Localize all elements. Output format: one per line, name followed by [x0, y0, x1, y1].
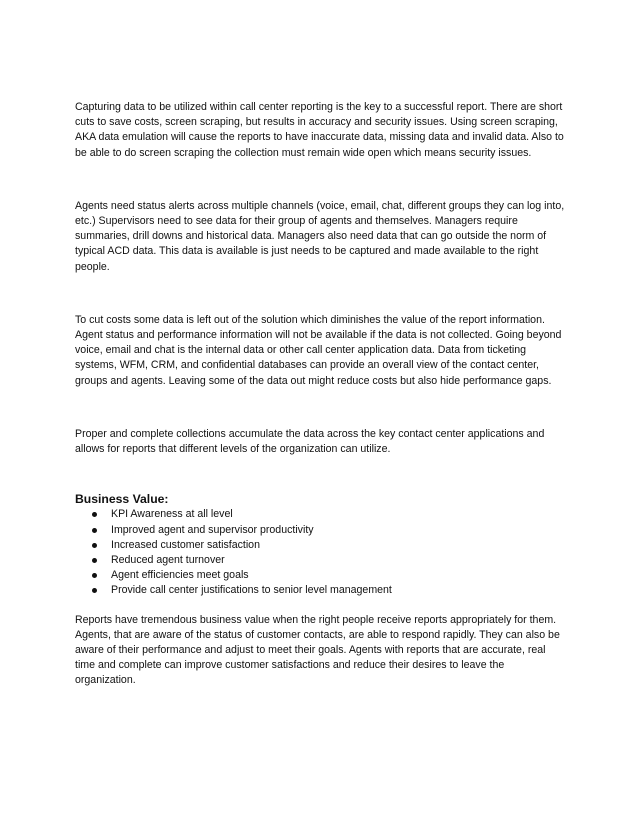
bullet-icon [92, 543, 97, 548]
list-item-text: KPI Awareness at all level [111, 508, 233, 521]
bullet-icon [92, 528, 97, 533]
paragraph-closing: Reports have tremendous business value when the right people receive reports appropriately for them. Agents, that are aware of the status of customer contacts, are able to respond rapidly. They can also be aware of their performance and adjust to meet their goals. Agents with reports that are accurate, real time and complete can improve customer satisfactions and reduce their desires to leave the organization. [75, 613, 560, 687]
spacer [75, 275, 565, 313]
paragraph-cost-cutting: To cut costs some data is left out of the solution which diminishes the value of the report information. Agent status and performance information will not be available if the data is not collected. Going beyond voice, email and chat is the internal data or other call center application data. Data from ticketing systems, WFM, CRM, and confidential databases can provide an overall view of the contact center, groups and agents. Leaving some of the data out might reduce costs but also hide performance gaps. [75, 313, 562, 387]
business-value-heading: Business Value: [75, 492, 169, 507]
list-item [75, 538, 565, 553]
paragraph-complete-collections: Proper and complete collections accumulate the data across the key contact center applications and allows for reports that different levels of the organization can utilize. [75, 427, 545, 456]
spacer [75, 389, 565, 427]
spacer [75, 457, 565, 492]
bullet-icon [92, 512, 97, 517]
list-item-text: Improved agent and supervisor productivity [111, 523, 314, 536]
list-item [75, 583, 565, 598]
list-item-text: Provide call center justifications to senior level management [111, 584, 392, 597]
document-body [75, 100, 565, 689]
bullet-icon [92, 588, 97, 593]
spacer [75, 161, 565, 199]
bullet-icon [92, 573, 97, 578]
list-item [75, 507, 565, 522]
list-item-text: Reduced agent turnover [111, 554, 225, 567]
list-item-text: Increased customer satisfaction [111, 538, 260, 551]
bullet-icon [92, 558, 97, 563]
list-item [75, 553, 565, 568]
spacer [75, 599, 565, 613]
list-item [75, 523, 565, 538]
paragraph-data-capture: Capturing data to be utilized within call center reporting is the key to a successful report. There are short cuts to save costs, screen scraping, but results in accuracy and security issues. Using screen scraping, AKA data emulation will cause the reports to have inaccurate data, missing data and invalid data. Also to be able to do screen scraping the collection must remain wide open which means security issues. [75, 101, 564, 159]
list-item-text: Agent efficiencies meet goals [111, 569, 249, 582]
list-item [75, 568, 565, 583]
business-value-list [75, 507, 565, 598]
paragraph-status-alerts: Agents need status alerts across multiple channels (voice, email, chat, different groups they can log into, etc.) Supervisors need to see data for their group of agents and themselves. Managers require summaries, drill downs and historical data. Managers also need data that can go outside the norm of typical ACD data. This data is available is just needs to be captured and made available to the right people. [75, 199, 565, 273]
